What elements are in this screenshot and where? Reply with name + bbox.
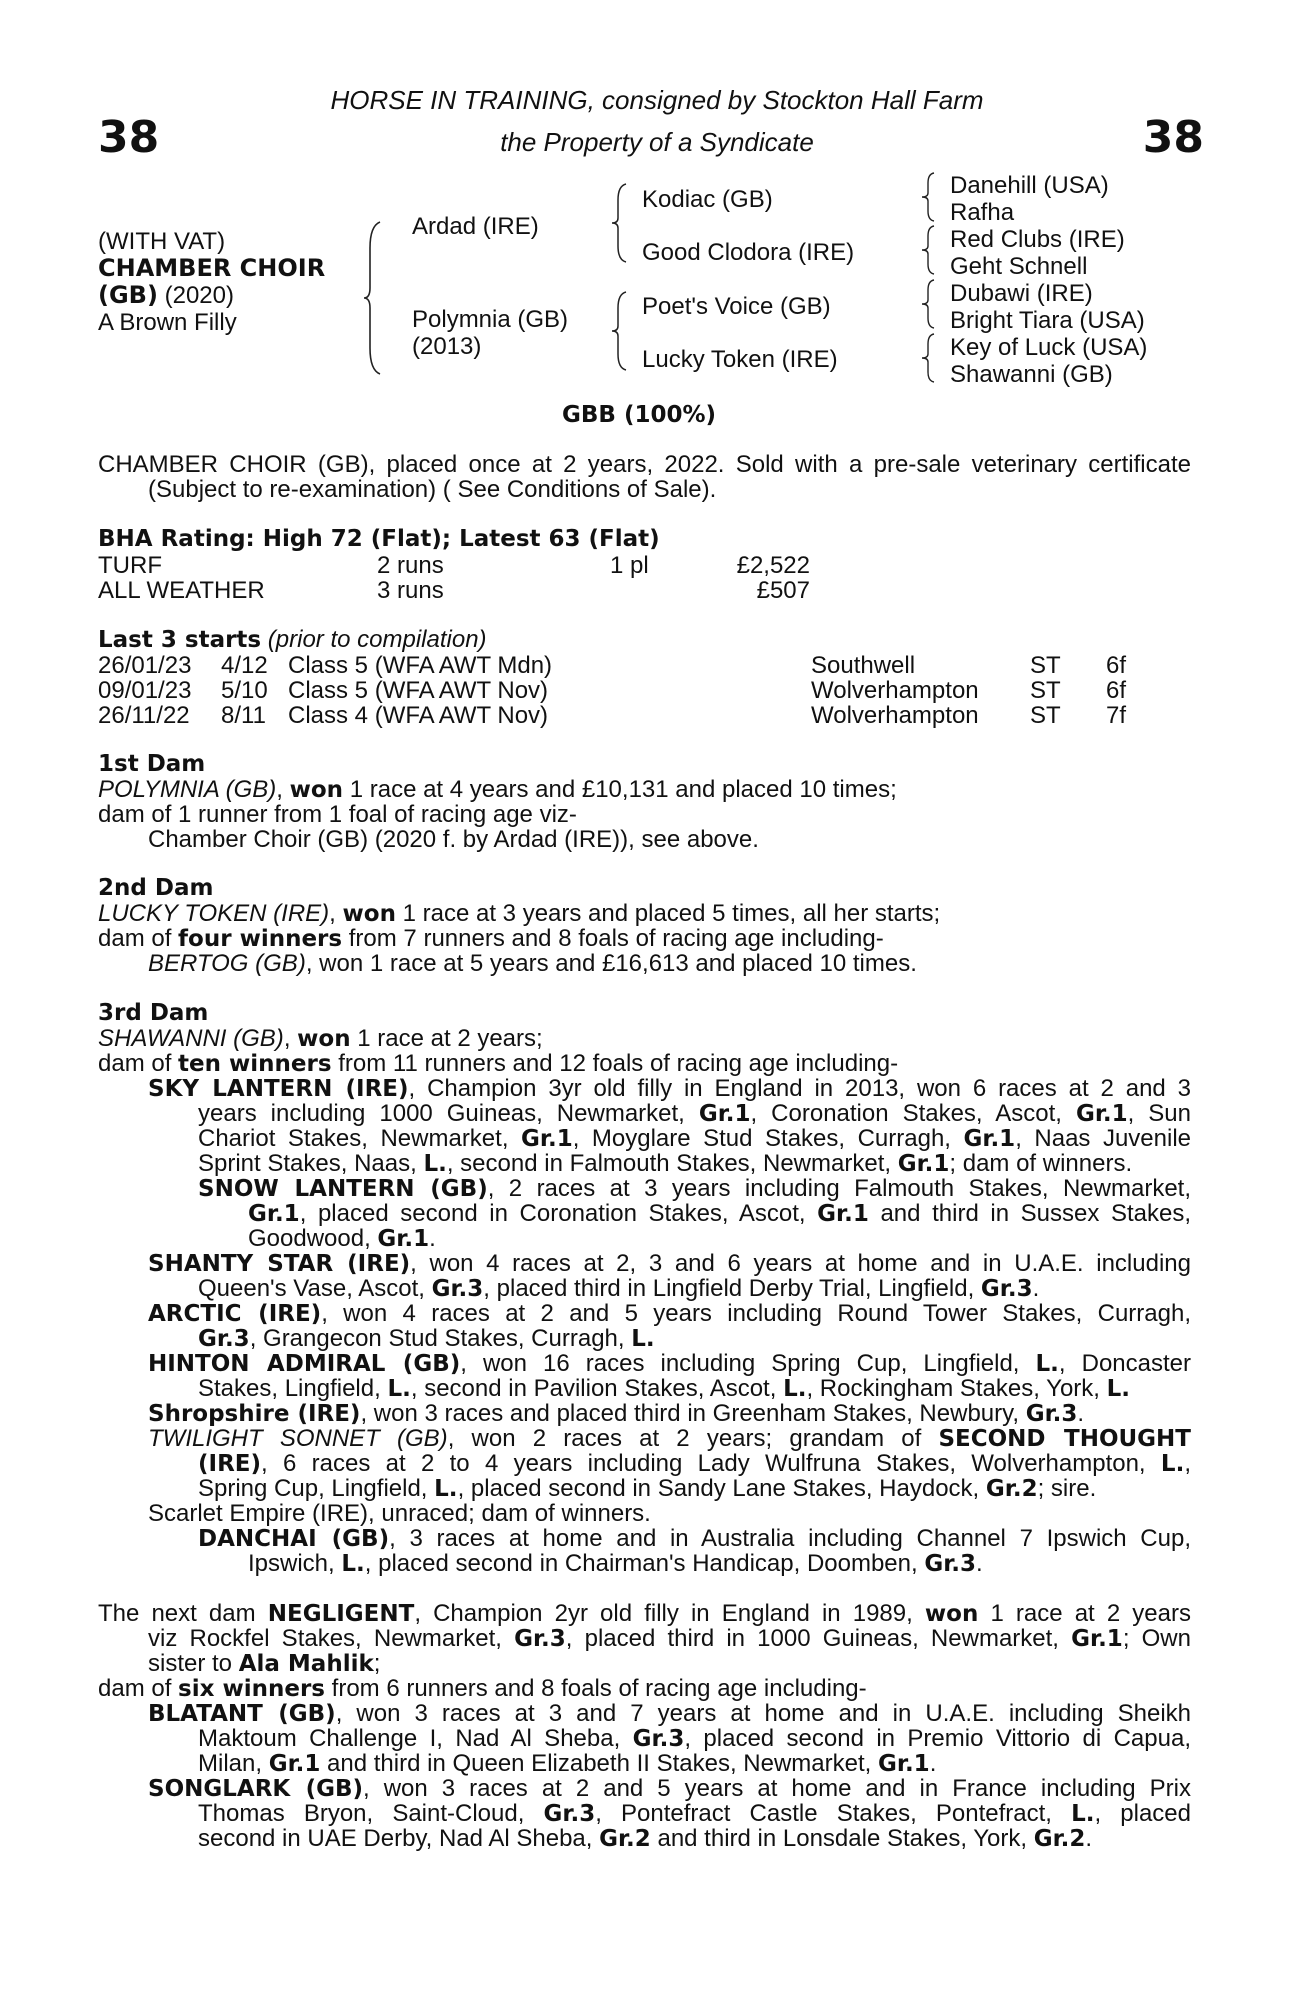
horse-description: A Brown Filly bbox=[98, 309, 237, 336]
horse-name: CHAMBER CHOIR bbox=[98, 254, 326, 282]
rating-prize: £507 bbox=[756, 577, 810, 604]
dam2-line-2: dam of four winners from 7 runners and 8 foals of racing age including- bbox=[98, 925, 884, 952]
start-date: 26/11/22 bbox=[98, 702, 190, 729]
breeding-percentage: GBB (100%) bbox=[562, 402, 717, 428]
start-date: 26/01/23 bbox=[98, 652, 192, 679]
gen3-6: Bright Tiara (USA) bbox=[950, 307, 1145, 334]
rating-placed: 1 pl bbox=[610, 552, 649, 579]
gen3-5: Dubawi (IRE) bbox=[950, 280, 1093, 307]
gen3-8: Shawanni (GB) bbox=[950, 361, 1113, 388]
rating-surface: TURF bbox=[98, 552, 162, 579]
intro-line-2: (Subject to re-examination) ( See Conditions of Sale). bbox=[148, 476, 717, 503]
start-going: ST bbox=[1030, 702, 1061, 729]
start-position: 8/11 bbox=[221, 702, 266, 729]
horse-year: (2020) bbox=[164, 282, 234, 309]
dam1-line-3: Chamber Choir (GB) (2020 f. by Ardad (IRE)), see above. bbox=[148, 826, 759, 853]
sire-brace bbox=[612, 182, 632, 264]
gen3-brace-2 bbox=[922, 224, 938, 276]
blatant-line-3: Milan, Gr.1 and third in Queen Elizabeth II Stakes, Newmarket, Gr.1. bbox=[198, 1750, 937, 1777]
rating-runs: 2 runs bbox=[377, 552, 444, 579]
gen3-2: Rafha bbox=[950, 199, 1015, 226]
gen3-brace-4 bbox=[922, 332, 938, 384]
start-going: ST bbox=[1030, 652, 1061, 679]
snow-lantern-line-3: Goodwood, Gr.1. bbox=[248, 1225, 436, 1252]
dam: Polymnia (GB) bbox=[412, 306, 569, 333]
lot-number-left: 38 bbox=[98, 112, 160, 163]
dam3-line-1: SHAWANNI (GB), won 1 race at 2 years; bbox=[98, 1025, 543, 1052]
start-distance: 7f bbox=[1106, 702, 1127, 729]
dam3-line-2: dam of ten winners from 11 runners and 12 foals of racing age including- bbox=[98, 1050, 899, 1077]
hinton-admiral-line-1: HINTON ADMIRAL (GB), won 16 races including Spring Cup, Lingfield, L., Doncaster bbox=[148, 1350, 1192, 1377]
sky-lantern-line-4: Sprint Stakes, Naas, L., second in Falmouth Stakes, Newmarket, Gr.1; dam of winners. bbox=[198, 1150, 1133, 1177]
dam2-line-3: BERTOG (GB), won 1 race at 5 years and £16,613 and placed 10 times. bbox=[148, 950, 917, 977]
blatant-line-2: Maktoum Challenge I, Nad Al Sheba, Gr.3, placed second in Premio Vittorio di Capua, bbox=[198, 1725, 1191, 1752]
start-distance: 6f bbox=[1106, 677, 1127, 704]
shanty-star-line-2: Queen's Vase, Ascot, Gr.3, placed third in Lingfield Derby Trial, Lingfield, Gr.3. bbox=[198, 1275, 1040, 1302]
dam-brace bbox=[612, 290, 632, 372]
dam3-heading: 3rd Dam bbox=[98, 1000, 209, 1026]
scarlet-empire-line: Scarlet Empire (IRE), unraced; dam of winners. bbox=[148, 1500, 651, 1527]
songlark-line-2: Thomas Bryon, Saint-Cloud, Gr.3, Pontefract Castle Stakes, Pontefract, L., placed bbox=[198, 1800, 1192, 1827]
dam2-line-1: LUCKY TOKEN (IRE), won 1 race at 3 years and placed 5 times, all her starts; bbox=[98, 900, 941, 927]
sky-lantern-line-2: years including 1000 Guineas, Newmarket, Gr.1, Coronation Stakes, Ascot, Gr.1, Sun bbox=[198, 1100, 1191, 1127]
gen3-brace-3 bbox=[922, 278, 938, 330]
snow-lantern-line-1: SNOW LANTERN (GB), 2 races at 3 years including Falmouth Stakes, Newmarket, bbox=[198, 1175, 1192, 1202]
next-dam-line-3: sister to Ala Mahlik; bbox=[148, 1650, 381, 1677]
danchai-line-1: DANCHAI (GB), 3 races at home and in Australia including Channel 7 Ipswich Cup, bbox=[198, 1525, 1192, 1552]
start-course: Wolverhampton bbox=[811, 677, 979, 704]
start-going: ST bbox=[1030, 677, 1061, 704]
twilight-sonnet-line-3: Spring Cup, Lingfield, L., placed second in Sandy Lane Stakes, Haydock, Gr.2; sire. bbox=[198, 1475, 1097, 1502]
sire: Ardad (IRE) bbox=[412, 213, 539, 240]
start-distance: 6f bbox=[1106, 652, 1127, 679]
rating-runs: 3 runs bbox=[377, 577, 444, 604]
danchai-line-2: Ipswich, L., placed second in Chairman's Handicap, Doomben, Gr.3. bbox=[248, 1550, 983, 1577]
dam-sire: Poet's Voice (GB) bbox=[642, 293, 831, 320]
lot-number-right: 38 bbox=[1142, 112, 1204, 163]
property-header: the Property of a Syndicate bbox=[500, 127, 814, 157]
pedigree-brace-large bbox=[364, 218, 388, 378]
pedigree-subject bbox=[98, 228, 325, 336]
next-dam-line-2: viz Rockfel Stakes, Newmarket, Gr.3, placed third in 1000 Guineas, Newmarket, Gr.1; Own bbox=[148, 1625, 1191, 1652]
snow-lantern-line-2: Gr.1, placed second in Coronation Stakes, Ascot, Gr.1 and third in Sussex Stakes, bbox=[248, 1200, 1192, 1227]
consignor-header: HORSE IN TRAINING, consigned by Stockton Hall Farm bbox=[330, 85, 984, 115]
hinton-admiral-line-2: Stakes, Lingfield, L., second in Pavilion Stakes, Ascot, L., Rockingham Stakes, York, L. bbox=[198, 1375, 1131, 1402]
shropshire-line: Shropshire (IRE), won 3 races and placed third in Greenham Stakes, Newbury, Gr.3. bbox=[148, 1400, 1085, 1427]
next-dam-line-4: dam of six winners from 6 runners and 8 foals of racing age including- bbox=[98, 1675, 867, 1702]
shanty-star-line-1: SHANTY STAR (IRE), won 4 races at 2, 3 and 6 years at home and in U.A.E. including bbox=[148, 1250, 1191, 1277]
blatant-line-1: BLATANT (GB), won 3 races at 3 and 7 years at home and in U.A.E. including Sheikh bbox=[148, 1700, 1191, 1727]
twilight-sonnet-line-2: (IRE), 6 races at 2 to 4 years including Lady Wulfruna Stakes, Wolverhampton, L., bbox=[198, 1450, 1191, 1477]
gen3-4: Geht Schnell bbox=[950, 253, 1088, 280]
start-race: Class 4 (WFA AWT Nov) bbox=[288, 702, 549, 729]
gen3-3: Red Clubs (IRE) bbox=[950, 226, 1125, 253]
vat-label: (WITH VAT) bbox=[98, 228, 226, 255]
dam-year: (2013) bbox=[412, 333, 482, 360]
start-date: 09/01/23 bbox=[98, 677, 192, 704]
sire-dam: Good Clodora (IRE) bbox=[642, 239, 855, 266]
horse-country: (GB) bbox=[98, 281, 158, 309]
gen3-7: Key of Luck (USA) bbox=[950, 334, 1148, 361]
arctic-line-2: Gr.3, Grangecon Stud Stakes, Curragh, L. bbox=[198, 1325, 655, 1352]
start-race: Class 5 (WFA AWT Mdn) bbox=[288, 652, 553, 679]
dam1-line-2: dam of 1 runner from 1 foal of racing age viz- bbox=[98, 801, 577, 828]
gen3-1: Danehill (USA) bbox=[950, 172, 1109, 199]
rating-prize: £2,522 bbox=[736, 552, 810, 579]
last-starts-title: Last 3 starts bbox=[98, 627, 262, 653]
start-position: 5/10 bbox=[221, 677, 268, 704]
start-course: Wolverhampton bbox=[811, 702, 979, 729]
dam-dam: Lucky Token (IRE) bbox=[642, 346, 838, 373]
dam2-heading: 2nd Dam bbox=[98, 875, 214, 901]
songlark-line-3: second in UAE Derby, Nad Al Sheba, Gr.2 and third in Lonsdale Stakes, York, Gr.2. bbox=[198, 1825, 1093, 1852]
last-starts-note: (prior to compilation) bbox=[267, 626, 487, 653]
sky-lantern-line-3: Chariot Stakes, Newmarket, Gr.1, Moyglare Stud Stakes, Curragh, Gr.1, Naas Juvenile bbox=[198, 1125, 1191, 1152]
rating-surface: ALL WEATHER bbox=[98, 577, 265, 604]
dam1-line-1: POLYMNIA (GB), won 1 race at 4 years and £10,131 and placed 10 times; bbox=[98, 776, 897, 803]
twilight-sonnet-line-1: TWILIGHT SONNET (GB), won 2 races at 2 years; grandam of SECOND THOUGHT bbox=[148, 1425, 1191, 1452]
dam1-heading: 1st Dam bbox=[98, 751, 206, 777]
sire-sire: Kodiac (GB) bbox=[642, 186, 773, 213]
sky-lantern-line-1: SKY LANTERN (IRE), Champion 3yr old filly in England in 2013, won 6 races at 2 and 3 bbox=[148, 1075, 1191, 1102]
songlark-line-1: SONGLARK (GB), won 3 races at 2 and 5 years at home and in France including Prix bbox=[148, 1775, 1191, 1802]
intro-line-1: CHAMBER CHOIR (GB), placed once at 2 years, 2022. Sold with a pre-sale veterinary certificate bbox=[98, 451, 1191, 478]
start-position: 4/12 bbox=[221, 652, 268, 679]
gen3-brace-1 bbox=[922, 171, 938, 223]
start-course: Southwell bbox=[811, 652, 916, 679]
bha-rating: BHA Rating: High 72 (Flat); Latest 63 (Flat) bbox=[98, 526, 660, 552]
next-dam-line-1: The next dam NEGLIGENT, Champion 2yr old filly in England in 1989, won 1 race at 2 years bbox=[98, 1600, 1191, 1627]
last-starts-heading bbox=[98, 627, 487, 653]
start-race: Class 5 (WFA AWT Nov) bbox=[288, 677, 549, 704]
arctic-line-1: ARCTIC (IRE), won 4 races at 2 and 5 years including Round Tower Stakes, Curragh, bbox=[148, 1300, 1192, 1327]
